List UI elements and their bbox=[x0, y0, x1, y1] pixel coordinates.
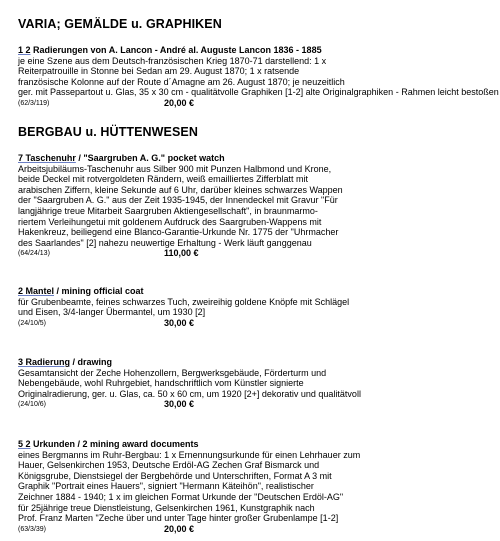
lot-price: 30,00 € bbox=[164, 399, 195, 410]
lot-description-line: Prof. Franz Marten "Zeche über und unter Tage hinter großer Grubenlampe [1-2] bbox=[18, 513, 339, 524]
lot-reference: (24/10/6) bbox=[18, 401, 47, 409]
lot-footer bbox=[18, 399, 493, 410]
lot-number[interactable]: 3 Radierung bbox=[18, 357, 71, 367]
lot-price: 110,00 € bbox=[164, 248, 199, 259]
lot-number[interactable]: 2 Mantel bbox=[18, 286, 55, 296]
lot-description-line: eines Bergmanns im Ruhr-Bergbau: 1 x Ernennungsurkunde für einen Lehrhauer zum bbox=[18, 449, 361, 460]
lot-description-line: Originalradierung, ger. u. Glas, ca. 50 x 60 cm, um 1920 [2+] dekorativ und qualitätvoll bbox=[18, 388, 361, 399]
lot-description-line: je eine Szene aus dem Deutsch-französischen Krieg 1870-71 darstellend: 1 x bbox=[18, 55, 327, 66]
lot-footer bbox=[18, 98, 493, 109]
lot-title: / mining official coat bbox=[54, 286, 144, 296]
lot-reference: (62/3/119) bbox=[18, 99, 50, 107]
lot-price: 20,00 € bbox=[164, 523, 195, 534]
lot-description-line: Arbeitsjubiläums-Taschenuhr aus Silber 900 mit Punzen Halbmond und Krone, bbox=[18, 163, 332, 174]
lot-description-line: für 25jährige treue Dienstleistung, Gelsenkirchen 1961, Kunstgraphik nach bbox=[18, 502, 315, 513]
lot-description-line: arabischen Ziffern, kleine Sekunde auf 6 Uhr, darüber kleines schwarzes Wappen bbox=[18, 184, 343, 195]
lot-description-line: Reiterpatrouille in Stonne bei Sedan am 29. August 1870; 1 x ratsende bbox=[18, 66, 300, 77]
lot-description-line: der "Saargruben A. G." aus der Zeit 1935-1945, der Innendeckel mit Gravur "Für bbox=[18, 195, 338, 206]
lot-heading bbox=[18, 153, 493, 164]
lot-heading bbox=[18, 357, 493, 368]
lot-description-line: Graphik "Portrait eines Hauers", signiert "Hermann Käteihön", realistischer bbox=[18, 481, 314, 492]
lot-title: Urkunden / 2 mining award documents bbox=[30, 439, 199, 449]
lot-item bbox=[18, 153, 493, 259]
lot-description-line: langjährige treue Mitarbeit Saargruben Aktiengesellschaft", in braunmarmo- bbox=[18, 205, 318, 216]
section-title-bergbau: BERGBAU u. HÜTTENWESEN bbox=[18, 125, 198, 139]
lot-heading bbox=[18, 45, 493, 56]
lot-description-line: des Saarlandes" [2] nahezu neuwertige Erhaltung - Werk läuft ganggenau bbox=[18, 237, 312, 248]
lot-footer bbox=[18, 524, 493, 535]
lot-description-line: Gesamtansicht der Zeche Hohenzollern, Bergwerksgebäude, Förderturm und bbox=[18, 367, 327, 378]
lot-number[interactable]: 7 Taschenuhr bbox=[18, 153, 76, 163]
lot-item bbox=[18, 357, 493, 410]
lot-footer bbox=[18, 248, 493, 259]
lot-description-line: Zeichner 1884 - 1940; 1 x im gleichen Format Urkunde der "Deutschen Erdöl-AG" bbox=[18, 491, 344, 502]
lot-item bbox=[18, 439, 493, 535]
lot-title: / drawing bbox=[70, 357, 113, 367]
lot-description-line: riertem Verleihungetui mit goldenem Aufdruck des Saargruben-Wappens mit bbox=[18, 216, 322, 227]
lot-description-line: Hauer, Gelsenkirchen 1953, Deutsche Erdöl-AG Zechen Graf Bismarck und bbox=[18, 460, 320, 471]
lot-description-line: französische Kolonne auf der Route d´Amagne am 26. August 1870; je neuzeitlich bbox=[18, 76, 345, 87]
lot-number[interactable]: 1 2 bbox=[18, 45, 31, 55]
lot-item bbox=[18, 286, 493, 329]
lot-description-line: Hakenkreuz, beiliegend eine Blanco-Garantie-Urkunde Nr. 1775 der "Uhrmacher bbox=[18, 227, 339, 238]
lot-description-line: für Grubenbeamte, feines schwarzes Tuch, zweireihig goldene Knöpfe mit Schlägel bbox=[18, 296, 350, 307]
lot-title: / "Saargruben A. G." pocket watch bbox=[75, 153, 225, 163]
lot-reference: (63/3/39) bbox=[18, 525, 47, 533]
lot-item bbox=[18, 45, 499, 109]
lot-title: Radierungen von A. Lancon - André al. Auguste Lancon 1836 - 1885 bbox=[30, 45, 322, 55]
lot-heading bbox=[18, 439, 493, 450]
lot-reference: (64/24/13) bbox=[18, 250, 50, 258]
lot-footer bbox=[18, 318, 493, 329]
lot-description-line: Nebengebäude, wohl Ruhrgebiet, handschriftlich vom Künstler signierte bbox=[18, 378, 304, 389]
lot-price: 20,00 € bbox=[164, 97, 195, 108]
lot-reference: (24/10/5) bbox=[18, 319, 47, 327]
lot-heading bbox=[18, 286, 493, 297]
lot-number[interactable]: 5 2 bbox=[18, 439, 31, 449]
lot-description-line: ger. mit Passepartout u. Glas, 35 x 30 cm - qualitätvolle Graphiken [1-2] alte Originalgraphiken - Rahmen leicht bestoßen bbox=[18, 87, 499, 98]
section-title-varia: VARIA; GEMÄLDE u. GRAPHIKEN bbox=[18, 17, 222, 31]
lot-price: 30,00 € bbox=[164, 317, 195, 328]
lot-description-line: und Eisen, 3/4-langer Übermantel, um 1930 [2] bbox=[18, 307, 206, 318]
lot-description-line: beide Deckel mit rotvergoldeten Rändern, weiß emailliertes Zifferblatt mit bbox=[18, 174, 308, 185]
lot-description-line: Königsgrube, Dienstsiegel der Bergbehörde und Unterschriften, Format A 3 mit bbox=[18, 470, 332, 481]
